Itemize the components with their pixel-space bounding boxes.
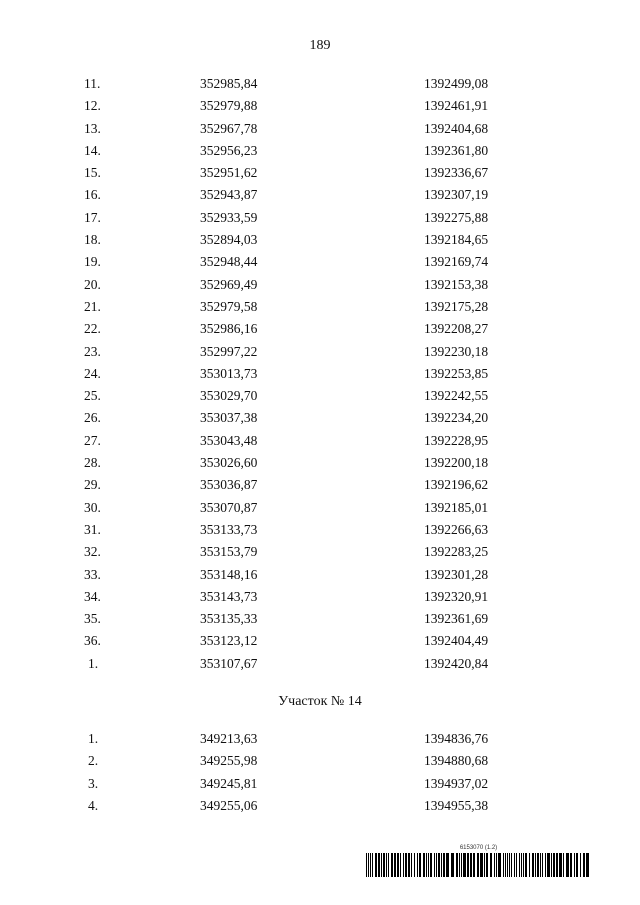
coordinate-x: 353037,38 — [200, 410, 258, 426]
barcode-caption: 6153070 (1.2) — [459, 845, 498, 851]
table-row — [0, 452, 640, 474]
point-number: 16. — [84, 187, 101, 203]
table-row — [0, 341, 640, 363]
table-row — [0, 773, 640, 795]
point-number: 3. — [88, 775, 99, 791]
point-number: 36. — [84, 633, 101, 649]
coordinate-y: 1392234,20 — [424, 410, 489, 426]
point-number: 15. — [84, 165, 101, 181]
coordinate-x: 353148,16 — [200, 566, 258, 582]
table-row — [0, 184, 640, 206]
coordinate-x: 352956,23 — [200, 142, 258, 158]
point-number: 34. — [84, 588, 101, 604]
table-row — [0, 95, 640, 117]
coordinate-y: 1392301,28 — [424, 566, 489, 582]
point-number: 19. — [84, 254, 101, 270]
coordinate-x: 353013,73 — [200, 365, 258, 381]
table-row — [0, 750, 640, 772]
coordinate-y: 1392185,01 — [424, 499, 489, 515]
point-number: 11. — [84, 76, 101, 91]
coordinate-x: 349255,98 — [200, 753, 258, 769]
coordinate-y: 1392196,62 — [424, 477, 489, 493]
coordinate-x: 353070,87 — [200, 499, 258, 515]
table-row — [0, 140, 640, 162]
coordinate-x: 352967,78 — [200, 120, 258, 136]
coordinate-y: 1392336,67 — [424, 165, 489, 181]
table-row — [0, 162, 640, 184]
point-number: 4. — [88, 797, 99, 813]
page-number: 189 — [309, 38, 331, 53]
table-row — [0, 653, 640, 675]
coordinate-y: 1392361,80 — [424, 142, 489, 158]
coordinate-x: 352979,58 — [200, 298, 258, 314]
coordinates-table-2 — [0, 728, 640, 817]
coordinate-x: 353135,33 — [200, 611, 258, 627]
coordinate-y: 1392184,65 — [424, 232, 489, 248]
barcode — [366, 844, 591, 878]
point-number: 25. — [84, 388, 101, 404]
coordinate-x: 352979,88 — [200, 98, 258, 114]
coordinate-x: 353153,79 — [200, 544, 258, 560]
point-number: 23. — [84, 343, 101, 359]
coordinate-x: 353123,12 — [200, 633, 258, 649]
table-row — [0, 608, 640, 630]
coordinate-y: 1394880,68 — [424, 753, 489, 769]
coordinate-x: 352943,87 — [200, 187, 258, 203]
point-number: 30. — [84, 499, 101, 515]
coordinate-x: 353107,67 — [200, 655, 258, 671]
point-number: 29. — [84, 477, 101, 493]
point-number: 1. — [88, 655, 99, 671]
coordinate-y: 1392461,91 — [424, 98, 489, 114]
coordinate-y: 1392283,25 — [424, 544, 489, 560]
coordinate-y: 1392175,28 — [424, 298, 489, 314]
section-title: Участок № 14 — [278, 694, 362, 709]
coordinate-x: 353143,73 — [200, 588, 258, 604]
table-row — [0, 118, 640, 140]
point-number: 27. — [84, 432, 101, 448]
table-row — [0, 251, 640, 273]
table-row — [0, 73, 640, 95]
coordinate-x: 352951,62 — [200, 165, 258, 181]
coordinate-x: 352985,84 — [200, 76, 258, 91]
coordinate-x: 353133,73 — [200, 521, 258, 537]
coordinate-x: 349245,81 — [200, 775, 258, 791]
table-row — [0, 795, 640, 817]
coordinate-x: 352894,03 — [200, 232, 258, 248]
coordinate-y: 1392228,95 — [424, 432, 489, 448]
point-number: 26. — [84, 410, 101, 426]
table-row — [0, 318, 640, 340]
point-number: 17. — [84, 209, 101, 225]
point-number: 24. — [84, 365, 101, 381]
coordinate-x: 352933,59 — [200, 209, 258, 225]
coordinate-y: 1392208,27 — [424, 321, 489, 337]
point-number: 31. — [84, 521, 101, 537]
coordinate-y: 1392153,38 — [424, 276, 489, 292]
coordinates-table-1 — [0, 73, 640, 675]
barcode-icon — [366, 853, 591, 877]
point-number: 28. — [84, 455, 101, 471]
coordinate-x: 352997,22 — [200, 343, 258, 359]
coordinate-x: 349213,63 — [200, 731, 258, 746]
coordinate-y: 1392307,19 — [424, 187, 489, 203]
point-number: 21. — [84, 298, 101, 314]
table-row — [0, 430, 640, 452]
point-number: 2. — [88, 753, 99, 769]
point-number: 22. — [84, 321, 101, 337]
table-row — [0, 385, 640, 407]
table-row — [0, 497, 640, 519]
coordinate-x: 352986,16 — [200, 321, 258, 337]
coordinate-y: 1392230,18 — [424, 343, 489, 359]
point-number: 33. — [84, 566, 101, 582]
coordinate-x: 353043,48 — [200, 432, 258, 448]
coordinate-y: 1392200,18 — [424, 455, 489, 471]
point-number: 32. — [84, 544, 101, 560]
point-number: 14. — [84, 142, 101, 158]
coordinate-y: 1394937,02 — [424, 775, 489, 791]
coordinate-y: 1392361,69 — [424, 611, 489, 627]
coordinate-y: 1392320,91 — [424, 588, 489, 604]
table-row — [0, 407, 640, 429]
table-row — [0, 630, 640, 652]
coordinate-y: 1392404,49 — [424, 633, 489, 649]
coordinate-y: 1392253,85 — [424, 365, 489, 381]
coordinate-y: 1392404,68 — [424, 120, 489, 136]
point-number: 1. — [88, 731, 99, 746]
table-row — [0, 728, 640, 750]
point-number: 35. — [84, 611, 101, 627]
coordinate-x: 352948,44 — [200, 254, 258, 270]
table-row — [0, 519, 640, 541]
coordinate-x: 352969,49 — [200, 276, 258, 292]
table-row — [0, 296, 640, 318]
table-row — [0, 229, 640, 251]
coordinate-y: 1392266,63 — [424, 521, 489, 537]
table-row — [0, 586, 640, 608]
coordinate-y: 1392420,84 — [424, 655, 489, 671]
table-row — [0, 474, 640, 496]
coordinate-y: 1392499,08 — [424, 76, 489, 91]
coordinate-y: 1392242,55 — [424, 388, 489, 404]
point-number: 18. — [84, 232, 101, 248]
coordinate-y: 1392275,88 — [424, 209, 489, 225]
coordinate-x: 353029,70 — [200, 388, 258, 404]
table-row — [0, 363, 640, 385]
point-number: 13. — [84, 120, 101, 136]
coordinate-y: 1392169,74 — [424, 254, 489, 270]
point-number: 12. — [84, 98, 101, 114]
coordinate-y: 1394836,76 — [424, 731, 489, 746]
coordinate-x: 353036,87 — [200, 477, 258, 493]
table-row — [0, 274, 640, 296]
coordinate-x: 349255,06 — [200, 797, 258, 813]
table-row — [0, 564, 640, 586]
table-row — [0, 541, 640, 563]
coordinate-y: 1394955,38 — [424, 797, 489, 813]
point-number: 20. — [84, 276, 101, 292]
coordinate-x: 353026,60 — [200, 455, 258, 471]
table-row — [0, 207, 640, 229]
